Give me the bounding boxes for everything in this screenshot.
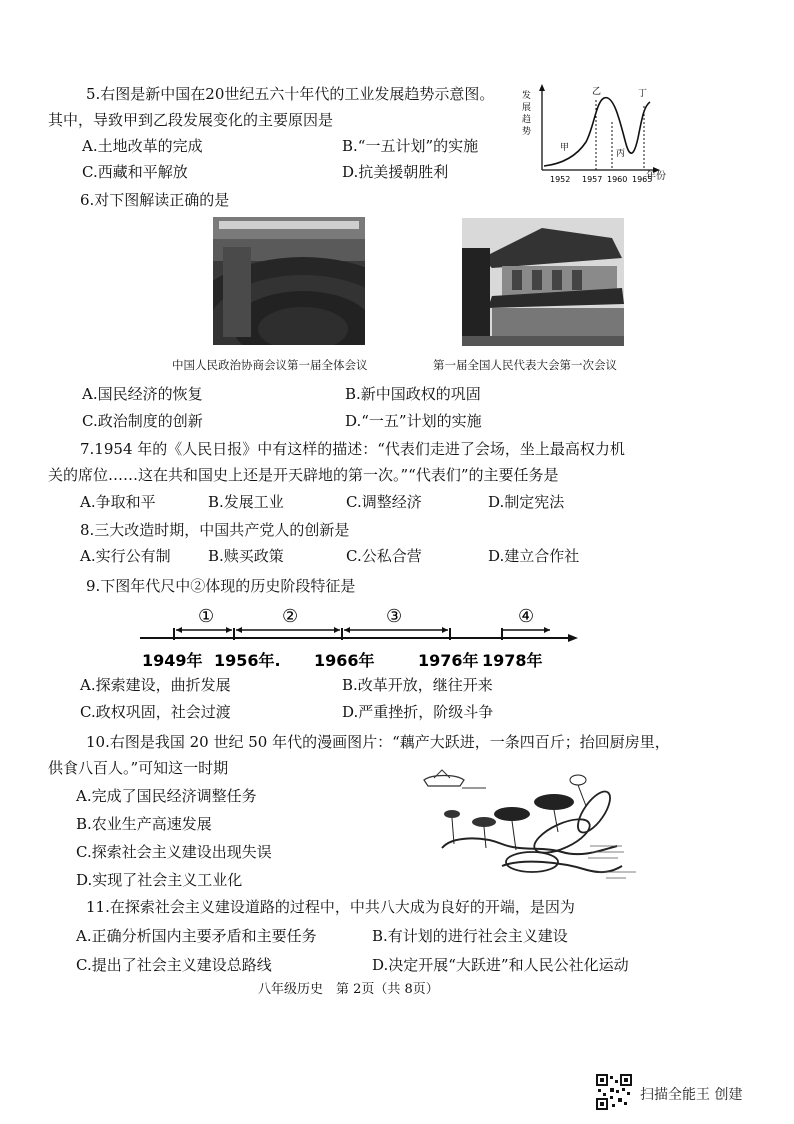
q9-option-c: C.政权巩固，社会过渡: [80, 703, 231, 721]
timeline: [136, 600, 580, 674]
q5-option-a: A.土地改革的完成: [82, 137, 203, 155]
cppcc-meeting-photo: [213, 217, 365, 345]
tick-1965: 1965: [632, 175, 653, 184]
point-bing: 丙: [616, 149, 626, 159]
q10-stem-line1: 10.右图是我国 20 世纪 50 年代的漫画图片：“藕产大跃进，一条四百斤；抬回厨房里，: [86, 733, 670, 751]
scanner-watermark: 扫描全能王 创建: [640, 1087, 743, 1103]
q9-option-b: B.改革开放，继往开来: [342, 676, 493, 694]
q5-stem-line2: 其中，导致甲到乙段发展变化的主要原因是: [48, 111, 334, 129]
npc-meeting-photo: [462, 218, 624, 346]
qr-code-icon: [596, 1074, 632, 1110]
q6-option-a: A.国民经济的恢复: [82, 385, 203, 403]
year-1966: 1966年: [314, 651, 375, 670]
q5-option-d: D.抗美援朝胜利: [342, 163, 449, 181]
q8-option-d: D.建立合作社: [488, 547, 580, 565]
q11-stem: 11.在探索社会主义建设道路的过程中，中共八大成为良好的开端，是因为: [86, 898, 575, 916]
tick-1957: 1957: [582, 175, 603, 184]
q10-option-a: A.完成了国民经济调整任务: [76, 787, 257, 805]
year-1956: 1956年.: [214, 651, 281, 670]
chart-ylabel-char-3: 趋: [522, 115, 532, 125]
q8-option-c: C.公私合营: [346, 547, 422, 565]
point-yi: 乙: [592, 87, 602, 97]
q10-option-b: B.农业生产高速发展: [76, 815, 212, 833]
trend-curve: [544, 98, 650, 166]
q5-option-c: C.西藏和平解放: [82, 163, 188, 181]
year-1976: 1976年: [418, 651, 479, 670]
q11-option-a: A.正确分析国内主要矛盾和主要任务: [76, 927, 317, 945]
tick-1960: 1960: [607, 175, 628, 184]
q8-option-a: A.实行公有制: [80, 547, 171, 565]
chart-ylabel-char-1: 发: [522, 91, 532, 101]
q10-stem-line2: 供食八百人。”可知这一时期: [48, 759, 229, 777]
q7-stem-line2: 关的席位……这在共和国史上还是开天辟地的第一次。”“代表们”的主要任务是: [48, 466, 559, 484]
q7-option-c: C.调整经济: [346, 493, 422, 511]
q7-stem-line1: 7.1954 年的《人民日报》中有这样的描述：“代表们走进了会场，坐上最高权力机: [80, 440, 625, 458]
chart-xlabel: 年份: [646, 171, 666, 182]
q10-option-c: C.探索社会主义建设出现失误: [76, 843, 272, 861]
page-footer: 八年级历史 第 2页（共 8页）: [258, 982, 439, 997]
q7-option-b: B.发展工业: [208, 493, 284, 511]
q9-option-a: A.探索建设，曲折发展: [80, 676, 231, 694]
q8-stem: 8.三大改造时期，中国共产党人的创新是: [80, 521, 350, 539]
chart-ylabel-char-2: 展: [522, 103, 532, 113]
q6-option-d: D.“一五”计划的实施: [345, 412, 482, 430]
q11-option-d: D.决定开展“大跃进”和人民公社化运动: [372, 956, 629, 974]
q7-option-a: A.争取和平: [80, 493, 156, 511]
industry-trend-chart: [516, 82, 676, 184]
caption-cppcc: 中国人民政治协商会议第一届全体会议: [172, 358, 368, 372]
q8-option-b: B.赎买政策: [208, 547, 284, 565]
year-1978: 1978年: [482, 651, 543, 670]
q5-stem-line1: 5.右图是新中国在20世纪五六十年代的工业发展趋势示意图。: [86, 85, 495, 103]
q11-option-b: B.有计划的进行社会主义建设: [372, 927, 568, 945]
segment-1: ①: [198, 606, 215, 627]
q6-option-b: B.新中国政权的巩固: [345, 385, 481, 403]
segment-4: ④: [518, 606, 535, 627]
q5-option-b: B.“一五计划”的实施: [342, 137, 479, 155]
q9-stem: 9.下图年代尺中②体现的历史阶段特征是: [86, 577, 356, 595]
q6-option-c: C.政治制度的创新: [82, 412, 203, 430]
point-jia: 甲: [560, 143, 570, 153]
year-1949: 1949年: [142, 651, 203, 670]
chart-ylabel-char-4: 势: [522, 127, 532, 137]
tick-1952: 1952: [550, 175, 571, 184]
q9-option-d: D.严重挫折，阶级斗争: [342, 703, 494, 721]
segment-2: ②: [282, 606, 299, 627]
q11-option-c: C.提出了社会主义建设总路线: [76, 956, 272, 974]
caption-npc: 第一届全国人民代表大会第一次会议: [433, 358, 617, 372]
q7-option-d: D.制定宪法: [488, 493, 565, 511]
q10-option-d: D.实现了社会主义工业化: [76, 871, 243, 889]
lotus-root-cartoon: [412, 766, 642, 890]
segment-3: ③: [386, 606, 403, 627]
q6-stem: 6.对下图解读正确的是: [80, 191, 230, 209]
point-ding: 丁: [638, 89, 648, 99]
